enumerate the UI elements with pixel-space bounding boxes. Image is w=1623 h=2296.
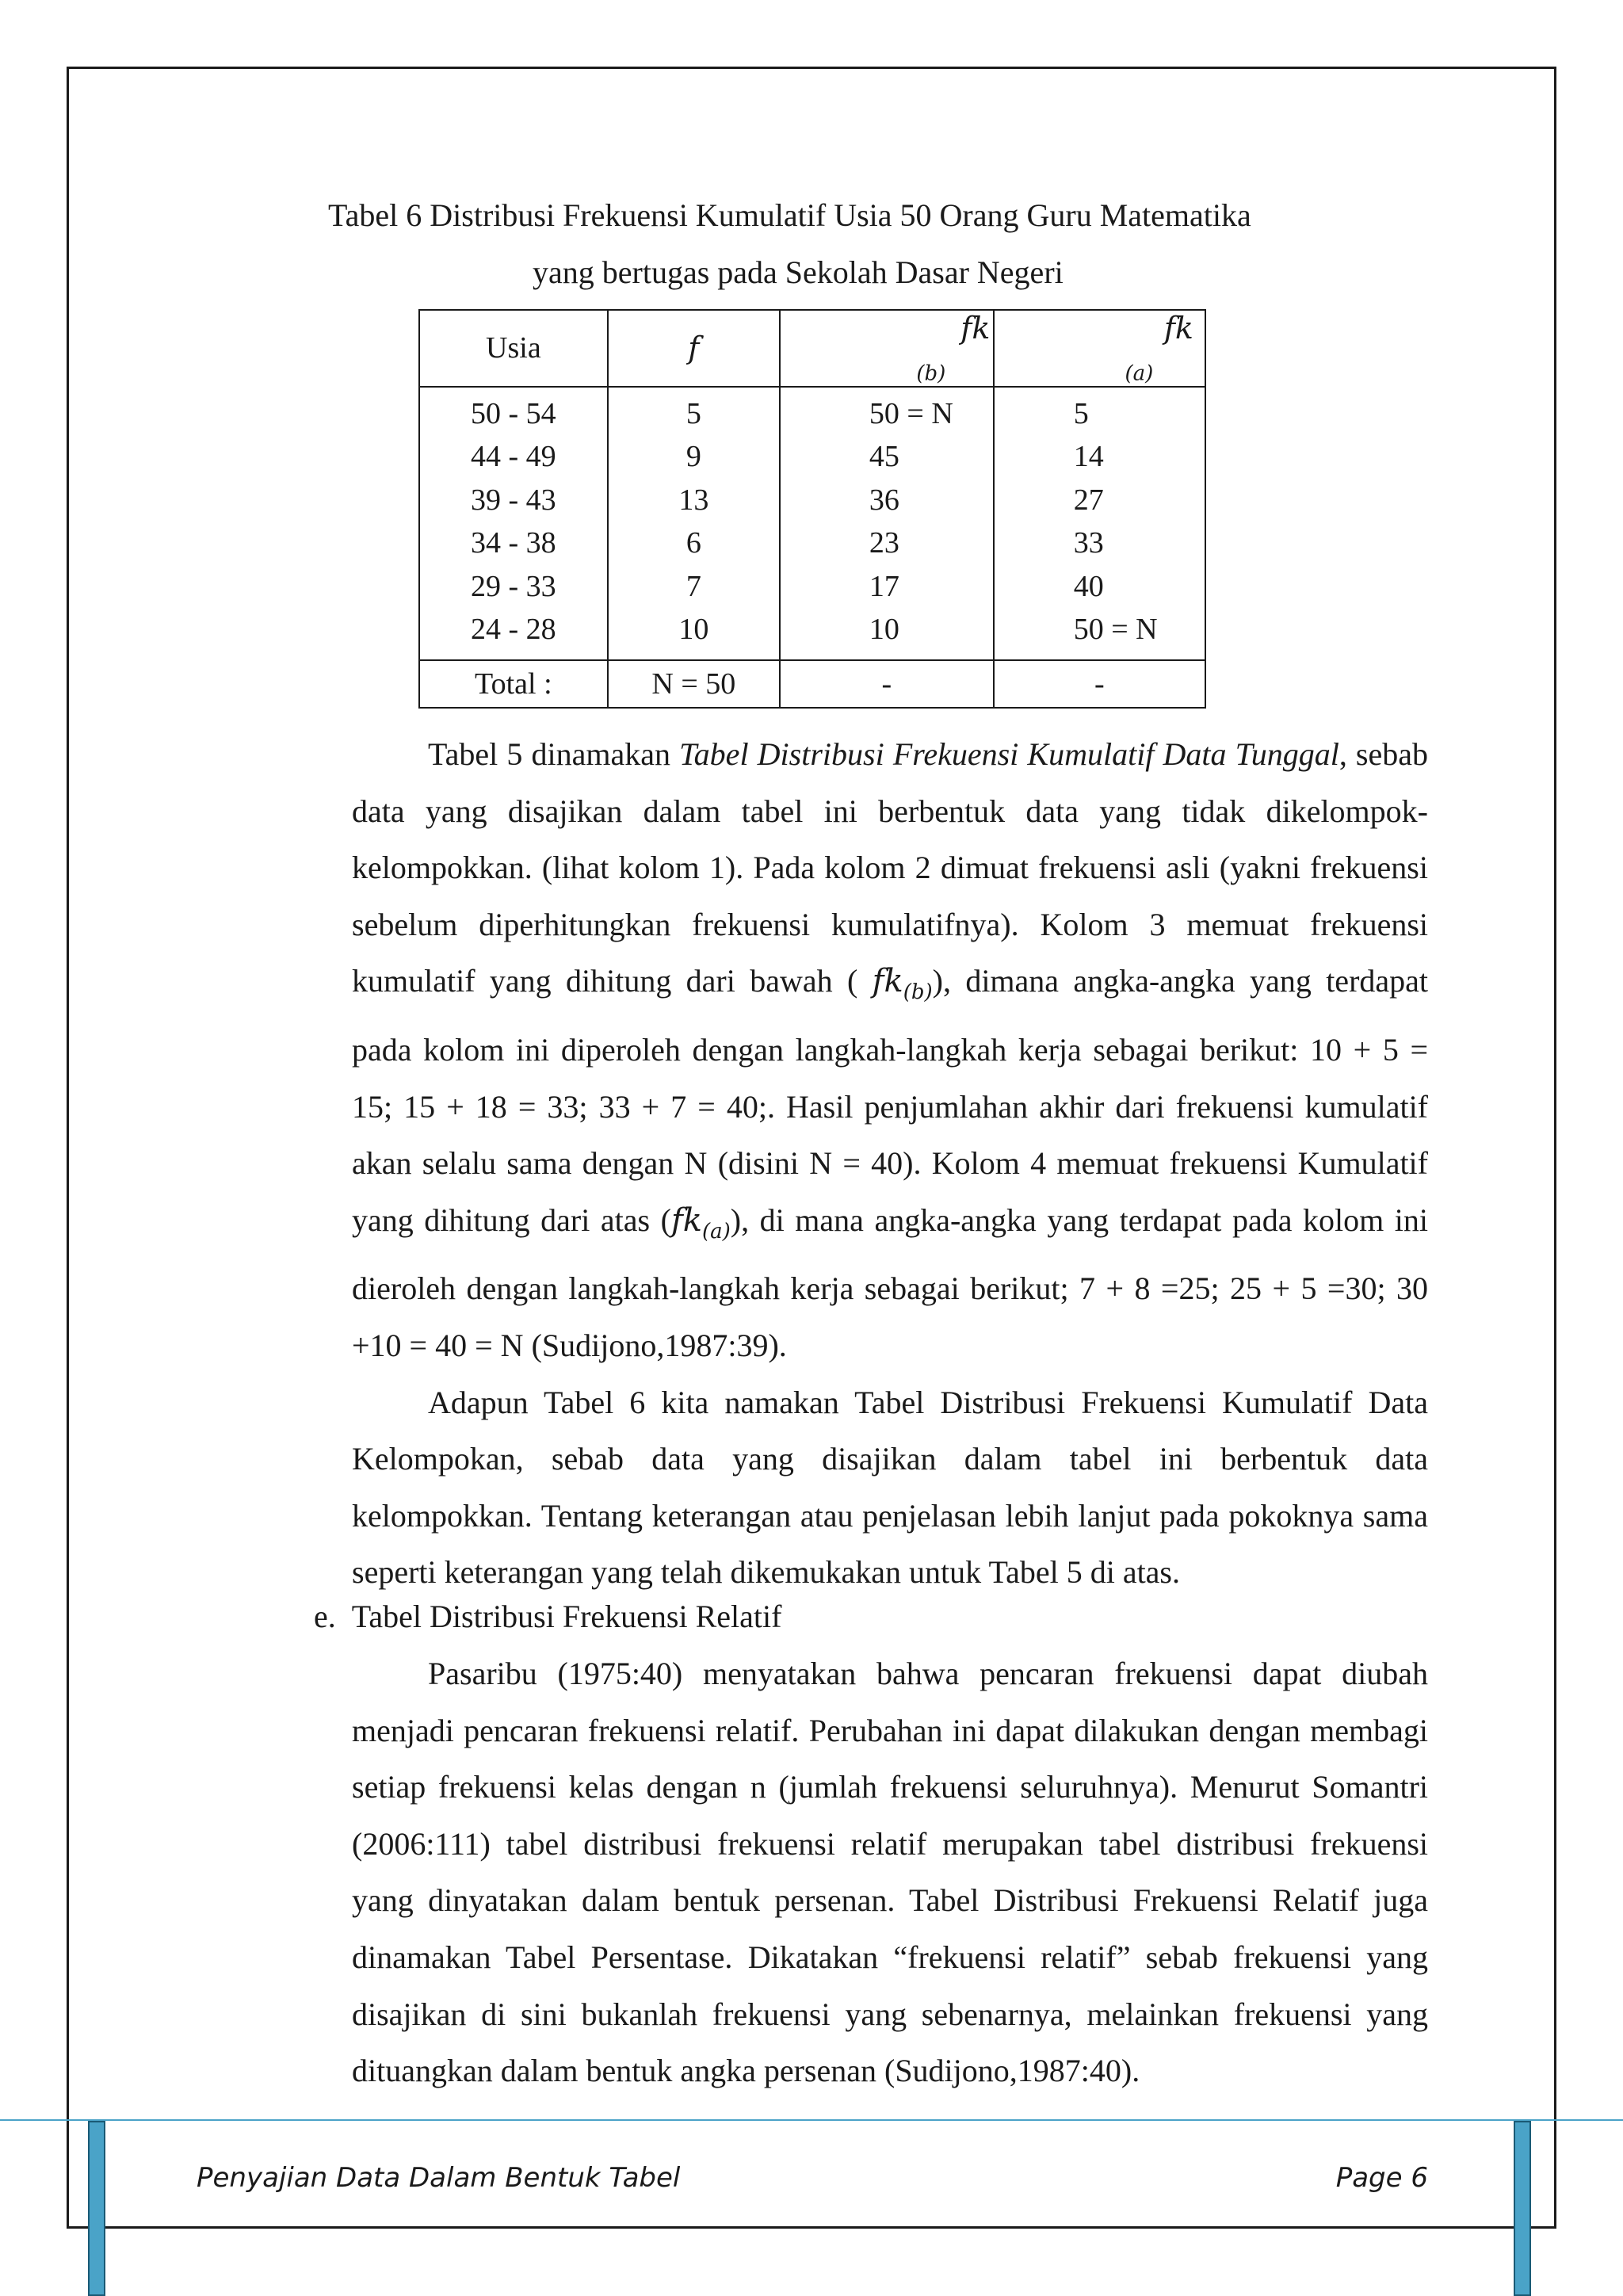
header-fkb-sub: (b) — [916, 361, 946, 386]
header-fkb — [780, 310, 994, 387]
fkb-symbol-main: fk — [872, 963, 903, 1000]
footer-left-bar — [88, 2121, 105, 2296]
p1-seg4: ), di mana angka-angka yang terdapat pada kolom ini dieroleh dengan langkah-langkah kerja sebagai berikut; 7 + 8 =25; 25 + 5 =30; 30 +10 = 40 = N (Sudijono,1987:39). — [352, 1201, 1428, 1363]
page-number: Page 6 — [1335, 2162, 1428, 2194]
footer-right-bar — [1514, 2121, 1531, 2296]
cell-fkb — [780, 521, 994, 565]
cell-f: 5 — [608, 387, 780, 436]
table-row — [419, 521, 1205, 565]
p1-italic-term: Tabel Distribusi Frekuensi Kumulatif Data Tunggal — [679, 736, 1339, 772]
cell-fkb-value: 23 — [869, 526, 899, 560]
p1-seg3: ), dimana angka-angka yang terdapat pada kolom ini diperoleh dengan langkah-langkah kerja sebagai berikut: 10 + 5 = 15; 15 + 18 = 33; 33 + 7 = 40;. Hasil penjumlahan akhir dari frekuensi kumulatif akan selalu sama dengan N (disini N = 40). Kolom 4 memuat frekuensi Kumulatif yang dihitung dari atas ( — [352, 963, 1429, 1238]
cell-fka-value: 5 — [1073, 396, 1089, 430]
table-row — [419, 565, 1205, 609]
table-row — [419, 435, 1205, 479]
cell-fkb-value: 36 — [869, 483, 899, 517]
table-caption-line1: Tabel 6 Distribusi Frekuensi Kumulatif Usia 50 Orang Guru Matematika — [328, 197, 1251, 233]
header-fka-main: fk — [1163, 311, 1193, 346]
cell-fka — [994, 565, 1205, 609]
cell-fka — [994, 479, 1205, 522]
cell-fkb-value: 45 — [869, 440, 899, 474]
header-f — [608, 310, 780, 387]
table-header-row — [419, 310, 1205, 387]
fka-symbol — [670, 1201, 731, 1244]
cell-fkb — [780, 565, 994, 609]
total-fka: - — [994, 660, 1205, 708]
fka-symbol-sub: (a) — [701, 1219, 731, 1244]
table-caption-line2: yang bertugas pada Sekolah Dasar Negeri — [533, 254, 1064, 290]
frequency-table — [418, 309, 1206, 709]
p1-seg2: , sebab data yang disajikan dalam tabel ini berbentuk data yang tidak dikelompok-kelompokkan. (lihat kolom 1). Pada kolom 2 dimuat frekuensi asli (yakni frekuensi sebelum diperhitungkan frekuensi kumulatifnya). Kolom 3 memuat frekuensi kumulatif yang dihitung dari bawah ( — [352, 736, 1429, 999]
cell-fkb — [780, 479, 994, 522]
cell-fka-value: 33 — [1073, 526, 1104, 560]
fkb-symbol — [872, 963, 933, 1005]
header-fka-symbol — [995, 311, 1205, 386]
cell-usia: 39 - 43 — [419, 479, 608, 522]
header-fkb-main: fk — [960, 311, 991, 346]
header-fka-sub: (a) — [1125, 361, 1154, 386]
cell-usia: 24 - 28 — [419, 608, 608, 660]
cell-usia: 34 - 38 — [419, 521, 608, 565]
paragraph-relatif: Pasaribu (1975:40) menyatakan bahwa pencaran frekuensi dapat diubah menjadi pencaran frekuensi relatif. Perubahan ini dapat dilakukan dengan membagi setiap frekuensi kelas dengan n (jumlah frekuensi seluruhnya). Menurut Somantri (2006:111) tabel distribusi frekuensi relatif merupakan tabel distribusi frekuensi yang dinyatakan dalam bentuk persenan. Tabel Distribusi Frekuensi Relatif juga dinamakan Tabel Persentase. Dikatakan “frekuensi relatif” sebab frekuensi yang disajikan di sini bukanlah frekuensi yang sebenarnya, melainkan frekuensi yang dituangkan dalam bentuk angka persenan (Sudijono,1987:40). — [352, 1656, 1428, 2089]
cell-fkb — [780, 387, 994, 436]
header-fka — [994, 310, 1205, 387]
body-text-block-1 — [352, 726, 1428, 1601]
cell-fka-value: 14 — [1073, 440, 1104, 474]
cell-usia: 44 - 49 — [419, 435, 608, 479]
cell-fkb — [780, 608, 994, 660]
cell-f: 9 — [608, 435, 780, 479]
fka-symbol-main: fk — [670, 1201, 702, 1239]
section-e-marker: e. — [314, 1599, 336, 1634]
footer-divider — [0, 2119, 1623, 2121]
cell-fka-value: 40 — [1073, 569, 1104, 603]
cell-fkb-value: 10 — [869, 613, 899, 647]
header-fkb-symbol — [781, 311, 993, 386]
total-f: N = 50 — [608, 660, 780, 708]
cell-fka-value: 50 = N — [1073, 613, 1158, 647]
cell-fka — [994, 608, 1205, 660]
table-row — [419, 608, 1205, 660]
cell-fka — [994, 435, 1205, 479]
header-f-symbol: f — [688, 330, 700, 365]
table-total-row — [419, 660, 1205, 708]
header-usia: Usia — [419, 310, 608, 387]
cell-usia: 50 - 54 — [419, 387, 608, 436]
total-fkb: - — [780, 660, 994, 708]
paragraph-tabel-5 — [352, 726, 1428, 1374]
cell-fka — [994, 387, 1205, 436]
cell-fkb — [780, 435, 994, 479]
section-e-heading — [314, 1593, 781, 1641]
fkb-symbol-sub: (b) — [903, 980, 933, 1005]
body-text-block-2 — [352, 1645, 1428, 2099]
paragraph-tabel-6: Adapun Tabel 6 kita namakan Tabel Distribusi Frekuensi Kumulatif Data Kelompokan, sebab data yang disajikan dalam tabel ini berbentuk data kelompokkan. Tentang keterangan atau penjelasan lebih lanjut pada pokoknya sama seperti keterangan yang telah dikemukakan untuk Tabel 5 di atas. — [352, 1384, 1428, 1591]
cell-f: 6 — [608, 521, 780, 565]
cell-fka — [994, 521, 1205, 565]
table-row — [419, 479, 1205, 522]
cell-f: 13 — [608, 479, 780, 522]
section-e-title: Tabel Distribusi Frekuensi Relatif — [351, 1599, 782, 1634]
p1-seg1: Tabel 5 dinamakan — [428, 736, 680, 772]
cell-fka-value: 27 — [1073, 483, 1104, 517]
cell-f: 10 — [608, 608, 780, 660]
cell-usia: 29 - 33 — [419, 565, 608, 609]
total-label: Total : — [419, 660, 608, 708]
cell-fkb-value: 50 = N — [869, 396, 953, 430]
footer-title: Penyajian Data Dalam Bentuk Tabel — [197, 2162, 681, 2194]
table-row — [419, 387, 1205, 436]
cell-f: 7 — [608, 565, 780, 609]
cell-fkb-value: 17 — [869, 569, 899, 603]
